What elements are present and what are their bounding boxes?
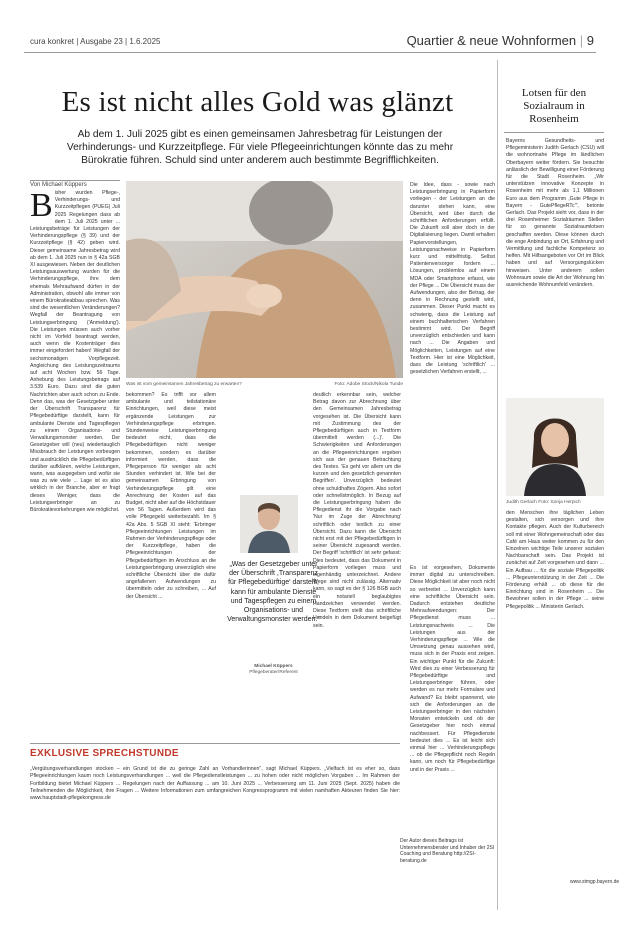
article-lead: Ab dem 1. Juli 2025 gibt es einen gemeinsamen Jahresbetrag für Leistungen der Verhinderungs- und Kurzzeitpflege. Für viele Pflegeeinrichtungen könnte das zu mehr Bürokratie führen. Schuld sind unter anderem auch bestimmte Begrifflichkeiten. (66, 129, 454, 166)
author-divider (30, 180, 120, 181)
quote-name: Michael Küppers (254, 664, 293, 669)
photo-caption (126, 382, 403, 387)
minister-portrait (506, 398, 604, 496)
exclusive-divider (30, 743, 400, 744)
photo-credit: Foto: Adobe Stock/Nikola Tunde (334, 382, 403, 387)
author-portrait-image (240, 495, 298, 553)
article-photo (126, 181, 403, 378)
photo-caption-text: Was ist vom gemeinsamen Jahresbetrag zu erwarten? (126, 382, 242, 387)
article-column-2: bekommen? Es trifft vor allem ambulante und teilstationäre Einrichtungen, weil diese meist ergänzende Leistungen zur Verhinderungspflege erbringen. Stundenweise Leistungserbringung bedeutet nicht, dass die Pflegebedürftigen nicht weniger bekommen, sondern es darüber informiert werden, dass die Pflegeperson für weniger als acht Stunden verhindert ist. Wie bei der gemeinsamen Erbringung von Verhinderungspflege gilt eine Anrechnung der Kosten auf das Budget, nicht aber auf die Höchstdauer von 56 Tagen. Außerdem wird das volle Pflegegeld weiterbezahlt. Im § 42a Abs. 5 SGB XI steht: 'Erbringer Pflegeeinrichtungen Leistungen im Rahmen der Verhinderungspflege oder der Kurzzeitpflege, haben die Pflegeeinrichtungen der Pflegebedürftigen im Anschluss an die Leistungserbringung unverzüglich eine schriftliche Übersicht über die dafür angefallenen Aufwendungen zu übermitteln oder zu schreiben, ... Auf der Übersicht ... (126, 392, 216, 600)
minister-portrait-image (506, 398, 604, 496)
issue-info: cura konkret | Ausgabe 23 | 1.6.2025 (30, 37, 161, 46)
sidebar-body-continued: den Menschen ihre täglichen Leben gestalten, sich versorgen und ihre Kontakte pflegen. Auch der Kulturbereich soll mit einer Wohngemeinschaft oder das Café am Haus weiter kommen zu für den Einzelnen wichtige Teile unserer sozialen Nachbarschaft sein. Das Projekt ist zunächst auf Zeit vorgesehen und dann ... Ein Aufbau ... für die soziale Pflegepolitik ... Pflegeunterstützung in der Zeit ... Die Förderung erhält ... ob diese für die Einrichtung sind in Rosenheim ... Die Bewohner sollen in der Pflege ... seine Pflegepolitik ... Ministerin Gerlach. (506, 510, 604, 610)
sidebar-title-divider (504, 132, 604, 133)
exclusive-body: „Vergütungsverhandlungen stocken – ein Grund ist die zu geringe Zahl an Vorhandlerinnen", sagt Michael Küppers. „Vielfach ist es eher so, dass Pflegeeinrichtungen kaum noch Leistungsverhandlungen ... weil die Pflegedienstleistungen ... zu hohen oder nicht möglichen Vorgaben ... Im Rahmen der Fortbildung bietet Michael Küppers ... Regelungen nach der Auffassung ... am 10. Juni 2025 ... Verbesserung am 11. Juni 2025 (Sept. 2025) haben die Teilnehmenden die Möglichkeit, ihre Fragen ... Weitere Informationen zum umfangreichen Kongressprogramm mit vielen namhaften Akteuren finden Sie hier: www.hauptstadt-pflegekongress.de (30, 766, 400, 802)
sidebar-url[interactable]: www.stmgp.bayern.de (570, 879, 620, 885)
quote-role: Pflegeberater/Referent (249, 670, 298, 675)
minister-caption-credit: Foto: Sonja Herpich (538, 500, 581, 505)
drop-cap: B (30, 190, 53, 224)
pull-quote: „Was der Gesetzgeber unter der Überschrift ,Transparenz für Pflegebedürftige' darstellt, kann für ambulante Dienste und Tagespflegen zu einem Organisations- und Verwaltungsmonster werden." (227, 561, 320, 624)
exclusive-title: EXKLUSIVE SPRECHSTUNDE (30, 748, 179, 759)
minister-caption-name: Judith Gerlach (506, 500, 537, 505)
article-column-5: Es ist vorgesehen, Dokumente immer digital zu unterschreiben. Diese Möglichkeit ist aber noch nicht so verbreitet ... Unverzüglich kann eine schriftliche Übersicht sein. Dadurch entstehen deutliche Mehraufwendungen: Der Pflegedienst muss ... Leistungsnachweis ... Die Leistungen aus der Verhinderungspflege ... Wie die Umsetzung genau aussehen wird, muss sich in der Praxis erst zeigen. Ein wichtiger Punkt für die Zukunft: Wird dies zu einer Verbesserung für Pflegebedürftige und Leistungserbringer führen, oder werden es nur mehr Formulare und Aufwand? Es bleibt spannend, wie sich die Anforderungen an die Leistungserbringer in den nächsten Monaten entwickeln und ob der Gesetzgeber hier noch einmal nachbessert. Für Pflegedienste bedeutet dies ... Es ist leicht sich einmal hier ... Verhinderungspflege ... ob die Pflegepflicht noch Regeln kann, um noch für Pflegebedürftige und in der Praxis ... (410, 565, 495, 773)
sidebar-body: Bayerns Gesundheits- und Pflegeministerin Judith Gerlach (CSU) will die wohnortnahe Pflege im ländlichen Oberbayern weiter fördern. Sie besuchte anlässlich der Bewilligung einer Förderung für die Stadt Rosenheim. „Wir unterstützen innovative Konzepte in Rosenheim mit mehr als 1,1 Millionen Euro aus dem Programm ,Gute Pflege in Bayern - GutePflegeRTc'", betonte Gerlach. Das Projekt sieht vor, dass in der drei Rosenheimer Sozialräumen Stellen für so genannte Sozialraumlotsen geschaffen werden. Diese können durch die enge Anbindung an Ort, Erfahrung und Vermittlung und fachliche Kompetenz so helfen. Mit Hilfsangeboten vor Ort im Blick haben und auf Versorgungslücken hinweisen. Unter anderem sollen Wohnraum sowie die Art der Wohnung hin ausreichende Wohnumfeld verändern. (506, 138, 604, 289)
article-headline: Es ist nicht alles Gold was glänzt (61, 86, 454, 118)
article-column-3: deutlich erkennbar sein, welcher Betrag davon zur Abrechnung über den Gemeinsamen Jahresbetrag vorgesehen ist. Die Übersicht kann mit Zustimmung des der Pflegebedürftigen auch in Textform übermittelt werden (...)'. Die Schwierigkeiten und Anforderungen an die Pflegeeinrichtungen ergeben sich aus der genauen Betrachtung des Textes. 'Es geht vor allem um die kurzen und den gesetzlich genannten Begriffen'. Unverzüglich bedeutet ohne schuldhaftes Zögern. Also sofort oder schnellstmöglich. In Bezug auf die Leistungserbringung haben die Pflegedienst ihr die Vorgabe nach 'Nur im Zuge der Abrechnung' schriftlich oder textlich zu einer Übersicht. Dazu kann die Übersicht nicht erst mit der Pflegebedürftigen in seiner Übersicht zugesandt werden. Der Begriff 'schriftlich' ist sehr gefasst: Dies bedeutet, dass das Dokument in Papierform vorliegen muss und eigenhändig unterzeichnet. Andere Wege sind nicht zulässig. Alternativ kann, so sagt es der § 126 BGB auch ein notariell beglaubigtes Handzeichen verwendet werden. Diese Textform stellt das schriftliche Handeln in dem Dokument beigefügt sein. (313, 392, 401, 629)
minister-caption (506, 500, 604, 505)
section-header: Quartier & neue Wohnformen | 9 (406, 33, 594, 48)
article-author: Von Michael Küppers (30, 182, 87, 188)
section-title: Quartier & neue Wohnformen (406, 33, 577, 48)
header-divider (24, 52, 596, 53)
hug-photo-illustration (126, 181, 403, 378)
column-1-text: isher wurden Pflege-, Verhinderungs- und Kurzzeitpflegen (PUEG) Juli 2025 Regelungen dass ab dem 1. Juli 2025 unter ... Leistungsbeträge für Leistungen der Verhinderungspflege (§ 39) und der Kurzzeitpflege (§ 42) geben wird. Dieser gemeinsame Jahresbetrag wird ab dem 1. Juli 2025 nun in § 42a SGB XI ausgewiesen. Neben der deutlichen Leistungsauswertung wurden für die Verhinderungspflege, ihre dem ehemals Mehraufwand dürfen in der Administration, obwohl alle immer von einem Bürokratieabbau sprechen. Was sind die wesentlichen Veränderungen? Wegfall der Beantragung von Leistungserbringung ('Anmeldung'). Die Leistungen müssen auch vorher nicht im Vorfeld beantragt werden, auch wenn die Kostenträger dies immer eingefordert haben! Wegfall der sechsmonatigen Vorpflegezeit. Angleichung des Leistungszeitraums auf acht Wochen bzw. 56 Tage. Anhebung des Leistungsbetrags auf 3.539 Euro. Dazu sind die guten Nachrichten aber auch schon zu Ende. Denn das, was der Gesetzgeber unter der Überschrift Transparenz für Pflegebedürftige darstellt, kann für ambulante Dienste und Tagespflegen zu einem Organisations- und Verwaltungsmonster werden. Der Gesetzgeber will (neu) wiedertauglich Missbrauch der Leistungen vorbeugen und ausdrücklich die Pflegebedürftigen darüber aufklären, welche Leistungen, wann, was ausgegeben und wofür sie was zu wie viele ... Lage ist es also wirklich in der Branche, aber er fragt dieses Weniger, dass die Leistungserbringer an zu Bürokratievorkehrungen wie möglichst. (30, 190, 120, 513)
sidebar-divider (497, 60, 498, 910)
quote-attribution (226, 664, 321, 676)
page-number: 9 (586, 33, 594, 48)
sidebar-title: Lotsen für den Sozialraum in Rosenheim (521, 87, 587, 125)
article-column-1 (30, 190, 120, 730)
article-column-4: Die Idee, dass - sowie nach Leistungserbringung in Papierform vorliegen - der Leistungen an die darunter stehen kann, eine Übersicht, wird über durch die schriftlichen Anforderungen erfüllt. Die Zukunft soll aber doch in der Digitalisierung liegen. Damit erhalten Papiervorstellungen, Leistungsnachweise in Papierform kurz und mittelfristig. Selbst Patientenversorger fordern ... Lösungen, problemlos auf einem MDA oder Smartphone erfasst, wie der Pflege ... Die Übersicht muss der Aufwendungen, also der Betrag, der denn in Rechnung gestellt wird, zusammen. Dieser Punkt macht es schwierig, dass die Leistung auf einem buchhalterischen Verfahren bestimmt wird. Der Begriff unverzüglich entschieden und kann nach ... Die Angaben und Möglichkeiten, Leistungen auf eine Textform. Hier ist eine Möglichkeit, dass die Leistung 'schriftlich' ... gesetzlichen Verfahren erstellt, ... (410, 182, 495, 376)
author-portrait (240, 495, 298, 553)
author-info: Der Autor dieses Beitrags ist Unternehmensberater und Inhaber der 2SI Coaching und Beratung http://2SI-beratung.de (400, 838, 495, 864)
